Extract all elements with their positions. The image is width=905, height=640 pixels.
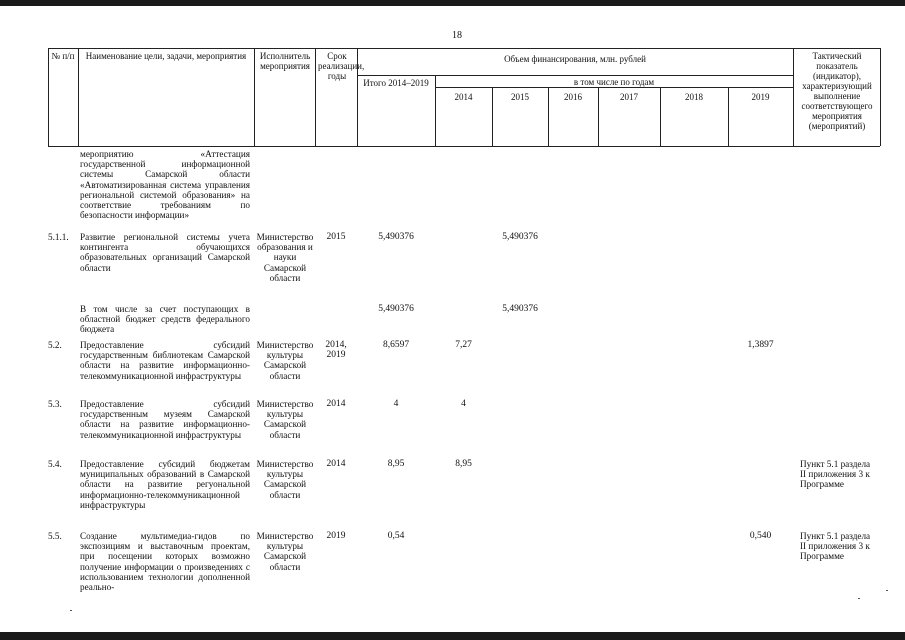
row-3-name: Предоставление субсидий государственным библиотекам Самарской области на развитие информационно-телекоммуникационной инфраструктуры [80,340,250,381]
header-by-years: в том числе по годам [573,77,655,87]
row-5-y2014: 8,95 [455,459,472,469]
row-2-y2015: 5,490376 [502,304,538,314]
header-term: Срок реализации, годы [318,51,365,81]
header-financing-rule [357,75,793,76]
header-total: Итого 2014–2019 [363,78,429,88]
row-5-term: 2014 [326,459,346,469]
scan-speck [886,590,888,591]
row-0-name: мероприятию «Аттестация государственной информационной системы Самарской области «Автоматизированная система управления региональной системой образования» на соответствие требованиям по безопасности информации» [80,149,250,221]
header-bottom-rule [48,146,880,147]
row-4-y2014: 4 [461,399,466,409]
page-number: 18 [452,30,462,41]
row-5-total: 8,95 [387,459,405,469]
col-rule-12 [880,48,881,146]
row-3-total: 8,6597 [382,340,410,350]
col-rule-11 [793,48,794,146]
header-year-2018: 2018 [685,92,703,102]
row-1-name: Развитие региональной системы учета контингента обучающихся образовательных организаций Самарской области [80,232,250,273]
row-2-name: В том числе за счет поступающих в областной бюджет средств федерального бюджета [80,304,250,335]
header-year-2017: 2017 [620,92,638,102]
header-year-2016: 2016 [564,92,582,102]
header-year-2015: 2015 [511,92,529,102]
row-1-y2015: 5,490376 [502,232,538,242]
row-1-executor: Министерство образования и науки Самарской области [256,232,314,283]
row-6-total: 0,54 [387,531,405,541]
row-6-indicator: Пункт 5.1 раздела II приложения 3 к Программе [800,531,871,562]
row-5-name: Предоставление субсидий бюджетам муниципальных образований в Самарской области на развитие регуональной информационно-телекоммуникационной инфраструктуры [80,459,250,510]
header-num: № п/п [51,51,75,61]
row-5-executor: Министерство культуры Самарской области [256,459,314,500]
row-6-name: Создание мультимедиа-гидов по экспозициям и выставочным проектам, при посещении которых возможно получение информации о произведениях с использованием технологии дополненной реально- [80,531,250,593]
header-top-rule [48,48,880,49]
bottom-border [0,632,905,640]
row-6-executor: Министерство культуры Самарской области [256,531,314,572]
row-4-num: 5.3. [48,399,62,409]
header-year-2014: 2014 [454,92,473,102]
row-2-total: 5,490376 [378,304,414,314]
row-6-y2019: 0,540 [749,531,772,541]
row-4-total: 4 [393,399,399,409]
row-3-y2014: 7,27 [455,340,472,350]
row-3-num: 5.2. [48,340,62,350]
row-6-num: 5.5. [48,531,62,541]
col-rule-2 [254,48,255,146]
row-4-term: 2014 [326,399,346,409]
row-4-name: Предоставление субсидий государственным музеям Самарской области на развитие информационно-телекоммуникационной инфраструктуры [80,399,250,440]
row-1-num: 5.1.1. [48,232,69,242]
header-financing: Объем финансирования, млн. рублей [504,54,646,64]
row-1-total: 5,490376 [378,232,414,242]
col-rule-0 [48,48,49,146]
header-executor: Исполнитель мероприятия [259,51,311,71]
header-years-rule [435,87,793,88]
header-indicator: Тактический показатель (индикатор), характеризующий выполнение соответствующего мероприятия (мероприятий) [801,51,873,131]
scan-speck [858,598,860,599]
col-rule-1 [78,48,79,146]
row-1-term: 2015 [326,232,346,242]
row-5-num: 5.4. [48,459,62,469]
row-5-indicator: Пункт 5.1 раздела II приложения 3 к Программе [800,459,871,490]
row-6-term: 2019 [326,531,346,541]
row-3-executor: Министерство культуры Самарской области [256,340,314,381]
top-border [0,0,905,6]
row-3-term: 2014, 2019 [325,340,347,361]
scan-speck [70,610,72,611]
header-name: Наименование цели, задачи, мероприятия [85,51,247,61]
col-rule-3 [315,48,316,146]
row-3-y2019: 1,3897 [747,340,774,350]
row-4-executor: Министерство культуры Самарской области [256,399,314,440]
header-year-2019: 2019 [751,92,770,102]
